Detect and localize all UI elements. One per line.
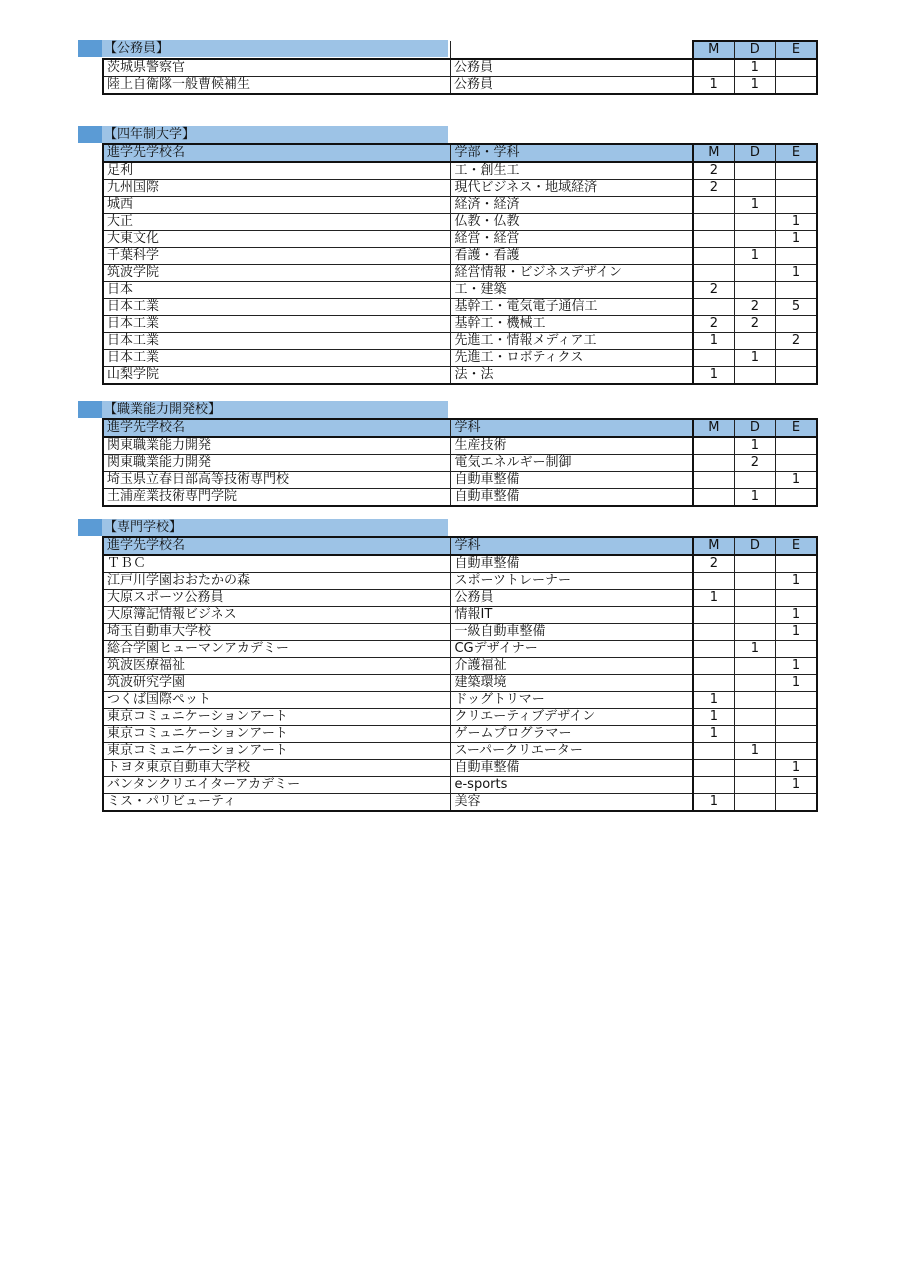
table-row	[103, 607, 817, 624]
section-title: 【職業能力開発校】	[104, 402, 222, 417]
school-cell: 山梨学院	[103, 367, 451, 385]
table-row	[103, 489, 817, 507]
e-count-cell	[775, 77, 817, 95]
e-count-cell	[775, 437, 817, 455]
e-count-cell	[775, 641, 817, 658]
e-count-cell	[775, 794, 817, 812]
d-count-cell	[734, 573, 775, 590]
school-cell: 埼玉県立春日部高等技術専門校	[103, 472, 451, 489]
school-cell: 茨城県警察官	[103, 59, 450, 77]
table-row	[103, 316, 817, 333]
specialty-table	[102, 536, 818, 812]
table-header-row	[103, 419, 817, 437]
dept-cell: 現代ビジネス・地域経済	[451, 180, 693, 197]
dept-cell: 基幹工・電気電子通信工	[451, 299, 693, 316]
e-count-cell: 1	[775, 777, 817, 794]
table-row	[103, 282, 817, 299]
header-e: E	[775, 144, 817, 162]
m-count-cell: 2	[693, 316, 735, 333]
m-count-cell: 1	[693, 367, 735, 385]
school-cell: 日本工業	[103, 299, 451, 316]
e-count-cell: 5	[775, 299, 817, 316]
m-count-cell	[693, 455, 735, 472]
school-cell: ＴＢＣ	[103, 555, 451, 573]
d-count-cell	[734, 590, 775, 607]
school-cell: 九州国際	[103, 180, 451, 197]
dept-cell: 看護・看護	[451, 248, 693, 265]
d-count-cell	[734, 367, 775, 385]
table-row	[103, 555, 817, 573]
m-count-cell	[693, 489, 735, 507]
school-cell: 筑波学院	[103, 265, 451, 282]
dept-cell: 公務員	[450, 77, 692, 95]
e-count-cell: 1	[775, 214, 817, 231]
header-e: E	[775, 41, 817, 59]
m-count-cell: 2	[693, 162, 735, 180]
m-count-cell: 1	[693, 794, 735, 812]
d-count-cell: 1	[734, 197, 775, 214]
section-marker	[78, 40, 102, 57]
e-count-cell	[775, 316, 817, 333]
school-cell: 千葉科学	[103, 248, 451, 265]
school-cell: ミス・パリビューティ	[103, 794, 451, 812]
dept-cell: ドッグトリマー	[451, 692, 693, 709]
m-count-cell: 1	[693, 333, 735, 350]
dept-cell: 法・法	[451, 367, 693, 385]
m-count-cell	[693, 248, 735, 265]
dept-cell: CGデザイナー	[451, 641, 693, 658]
e-count-cell: 1	[775, 760, 817, 777]
table-row	[103, 794, 817, 812]
table-row	[103, 573, 817, 590]
dept-cell: 工・建築	[451, 282, 693, 299]
section-title: 【専門学校】	[104, 520, 183, 535]
dept-cell: 情報IT	[451, 607, 693, 624]
school-cell: 日本工業	[103, 316, 451, 333]
school-cell: 日本工業	[103, 350, 451, 367]
m-count-cell	[693, 607, 735, 624]
d-count-cell: 1	[734, 59, 775, 77]
d-count-cell	[734, 658, 775, 675]
m-count-cell: 1	[693, 709, 735, 726]
table-row	[103, 472, 817, 489]
table-row	[103, 367, 817, 385]
school-cell: つくば国際ペット	[103, 692, 451, 709]
d-count-cell	[734, 726, 775, 743]
table-row	[103, 777, 817, 794]
m-count-cell	[693, 299, 735, 316]
m-count-cell	[693, 59, 735, 77]
dept-cell: 仏教・仏教	[451, 214, 693, 231]
table-row	[103, 726, 817, 743]
e-count-cell	[775, 162, 817, 180]
d-count-cell	[734, 692, 775, 709]
d-count-cell	[734, 214, 775, 231]
dept-cell: 経営情報・ビジネスデザイン	[451, 265, 693, 282]
m-count-cell: 1	[693, 692, 735, 709]
dept-cell: 基幹工・機械工	[451, 316, 693, 333]
m-count-cell	[693, 231, 735, 248]
dept-cell: 自動車整備	[451, 489, 693, 507]
e-count-cell	[775, 743, 817, 760]
dept-cell: 公務員	[451, 590, 693, 607]
e-count-cell: 1	[775, 472, 817, 489]
school-cell: 東京コミュニケーションアート	[103, 726, 451, 743]
e-count-cell	[775, 692, 817, 709]
dept-cell: 自動車整備	[451, 555, 693, 573]
school-cell: 大原スポーツ公務員	[103, 590, 451, 607]
school-cell: 関東職業能力開発	[103, 455, 451, 472]
school-cell: 日本	[103, 282, 451, 299]
m-count-cell	[693, 573, 735, 590]
school-cell: 東京コミュニケーションアート	[103, 709, 451, 726]
school-cell: バンタンクリエイターアカデミー	[103, 777, 451, 794]
school-cell: 筑波研究学園	[103, 675, 451, 692]
e-count-cell: 1	[775, 573, 817, 590]
section-marker	[78, 401, 102, 418]
table-row	[103, 624, 817, 641]
table-row	[103, 350, 817, 367]
section-vocational	[78, 401, 820, 507]
dept-cell: スーパークリエーター	[451, 743, 693, 760]
m-count-cell: 1	[693, 726, 735, 743]
m-count-cell	[693, 624, 735, 641]
d-count-cell: 1	[734, 248, 775, 265]
d-count-cell: 1	[734, 437, 775, 455]
e-count-cell	[775, 709, 817, 726]
table-row	[103, 197, 817, 214]
table-row	[103, 180, 817, 197]
d-count-cell: 1	[734, 350, 775, 367]
header-dept: 学科	[451, 419, 693, 437]
d-count-cell	[734, 333, 775, 350]
header-e: E	[775, 419, 817, 437]
table-row	[103, 455, 817, 472]
section-title: 【四年制大学】	[104, 127, 196, 142]
m-count-cell: 2	[693, 555, 735, 573]
m-count-cell: 1	[693, 590, 735, 607]
e-count-cell	[775, 555, 817, 573]
school-cell: 大原簿記情報ビジネス	[103, 607, 451, 624]
header-school: 進学先学校名	[103, 537, 451, 555]
table-row	[103, 641, 817, 658]
table-row	[103, 248, 817, 265]
d-count-cell	[734, 675, 775, 692]
m-count-cell	[693, 743, 735, 760]
school-cell: 陸上自衛隊一般曹候補生	[103, 77, 450, 95]
section-marker	[78, 126, 102, 143]
header-m: M	[693, 41, 735, 59]
school-cell: 大正	[103, 214, 451, 231]
m-count-cell: 2	[693, 180, 735, 197]
table-row	[103, 709, 817, 726]
e-count-cell	[775, 59, 817, 77]
header-d: D	[734, 419, 775, 437]
d-count-cell: 1	[734, 641, 775, 658]
section-specialty	[78, 519, 820, 812]
school-cell: 土浦産業技術専門学院	[103, 489, 451, 507]
e-count-cell: 1	[775, 624, 817, 641]
school-cell: 江戸川学園おおたかの森	[103, 573, 451, 590]
dept-cell: 電気エネルギー制御	[451, 455, 693, 472]
dept-cell: 経営・経営	[451, 231, 693, 248]
e-count-cell	[775, 282, 817, 299]
school-cell: 城西	[103, 197, 451, 214]
e-count-cell	[775, 455, 817, 472]
e-count-cell: 1	[775, 607, 817, 624]
d-count-cell	[734, 231, 775, 248]
m-count-cell	[693, 437, 735, 455]
table-row	[103, 333, 817, 350]
d-count-cell	[734, 180, 775, 197]
e-count-cell	[775, 180, 817, 197]
header-school: 進学先学校名	[103, 419, 451, 437]
school-cell: 大東文化	[103, 231, 451, 248]
school-cell: トヨタ東京自動車大学校	[103, 760, 451, 777]
d-count-cell	[734, 760, 775, 777]
dept-cell: e-sports	[451, 777, 693, 794]
section-header	[78, 40, 820, 57]
table-row	[103, 658, 817, 675]
dept-cell: 自動車整備	[451, 472, 693, 489]
d-count-cell	[734, 794, 775, 812]
header-m: M	[693, 144, 735, 162]
header-dept: 学部・学科	[451, 144, 693, 162]
table-row	[103, 214, 817, 231]
dept-cell: 美容	[451, 794, 693, 812]
dept-cell: スポーツトレーナー	[451, 573, 693, 590]
school-cell: 筑波医療福祉	[103, 658, 451, 675]
header-m: M	[693, 419, 735, 437]
dept-cell: 介護福祉	[451, 658, 693, 675]
d-count-cell: 2	[734, 455, 775, 472]
school-cell: 総合学園ヒューマンアカデミー	[103, 641, 451, 658]
d-count-cell: 2	[734, 316, 775, 333]
m-count-cell	[693, 760, 735, 777]
dept-cell: 先進工・ロボティクス	[451, 350, 693, 367]
m-count-cell	[693, 350, 735, 367]
e-count-cell: 2	[775, 333, 817, 350]
e-count-cell	[775, 489, 817, 507]
dept-cell: 工・創生工	[451, 162, 693, 180]
d-count-cell	[734, 282, 775, 299]
m-count-cell	[693, 214, 735, 231]
d-count-cell	[734, 607, 775, 624]
dept-cell: 先進工・情報メディア工	[451, 333, 693, 350]
section-header	[78, 519, 820, 536]
table-row	[103, 692, 817, 709]
d-count-cell	[734, 555, 775, 573]
m-count-cell: 1	[693, 77, 735, 95]
table-row	[103, 760, 817, 777]
school-cell: 東京コミュニケーションアート	[103, 743, 451, 760]
d-count-cell: 1	[734, 77, 775, 95]
header-d: D	[734, 144, 775, 162]
section-header	[78, 401, 820, 418]
header-d: D	[734, 537, 775, 555]
m-count-cell	[693, 641, 735, 658]
dept-cell: ゲームプログラマー	[451, 726, 693, 743]
university-table	[102, 143, 818, 385]
table-row	[103, 437, 817, 455]
school-cell: 埼玉自動車大学校	[103, 624, 451, 641]
dept-cell: 一級自動車整備	[451, 624, 693, 641]
section-marker	[78, 519, 102, 536]
table-row	[103, 231, 817, 248]
header-e: E	[775, 537, 817, 555]
e-count-cell: 1	[775, 658, 817, 675]
d-count-cell	[734, 265, 775, 282]
section-header	[78, 126, 820, 143]
d-count-cell	[734, 162, 775, 180]
e-count-cell	[775, 350, 817, 367]
d-count-cell	[734, 624, 775, 641]
header-dept: 学科	[451, 537, 693, 555]
table-row	[103, 675, 817, 692]
e-count-cell	[775, 197, 817, 214]
d-count-cell	[734, 777, 775, 794]
dept-cell: 経済・経済	[451, 197, 693, 214]
school-cell: 日本工業	[103, 333, 451, 350]
table-row	[103, 77, 817, 95]
section-civil-service	[78, 40, 820, 95]
school-cell: 関東職業能力開発	[103, 437, 451, 455]
header-school: 進学先学校名	[103, 144, 451, 162]
dept-cell: 生産技術	[451, 437, 693, 455]
table-row	[103, 59, 817, 77]
d-count-cell: 1	[734, 743, 775, 760]
e-count-cell: 1	[775, 265, 817, 282]
m-count-cell: 2	[693, 282, 735, 299]
d-count-cell: 1	[734, 489, 775, 507]
vocational-table	[102, 418, 818, 507]
d-count-cell: 2	[734, 299, 775, 316]
d-count-cell	[734, 709, 775, 726]
e-count-cell	[775, 726, 817, 743]
table-row	[103, 265, 817, 282]
dept-cell: クリエーティブデザイン	[451, 709, 693, 726]
header-d: D	[734, 41, 775, 59]
table-header-row	[103, 537, 817, 555]
e-count-cell	[775, 367, 817, 385]
m-count-cell	[693, 777, 735, 794]
m-count-cell	[693, 197, 735, 214]
e-count-cell	[775, 590, 817, 607]
e-count-cell: 1	[775, 231, 817, 248]
section-university	[78, 126, 820, 385]
section-title: 【公務員】	[104, 41, 170, 56]
dept-cell: 建築環境	[451, 675, 693, 692]
table-row	[103, 743, 817, 760]
table-row	[103, 162, 817, 180]
d-count-cell	[734, 472, 775, 489]
header-m: M	[693, 537, 735, 555]
e-count-cell	[775, 248, 817, 265]
dept-cell: 自動車整備	[451, 760, 693, 777]
e-count-cell: 1	[775, 675, 817, 692]
m-count-cell	[693, 265, 735, 282]
school-cell: 足利	[103, 162, 451, 180]
table-row	[103, 299, 817, 316]
table-header-row	[103, 144, 817, 162]
m-count-cell	[693, 472, 735, 489]
m-count-cell	[693, 658, 735, 675]
m-count-cell	[693, 675, 735, 692]
dept-cell: 公務員	[450, 59, 692, 77]
table-row	[103, 590, 817, 607]
